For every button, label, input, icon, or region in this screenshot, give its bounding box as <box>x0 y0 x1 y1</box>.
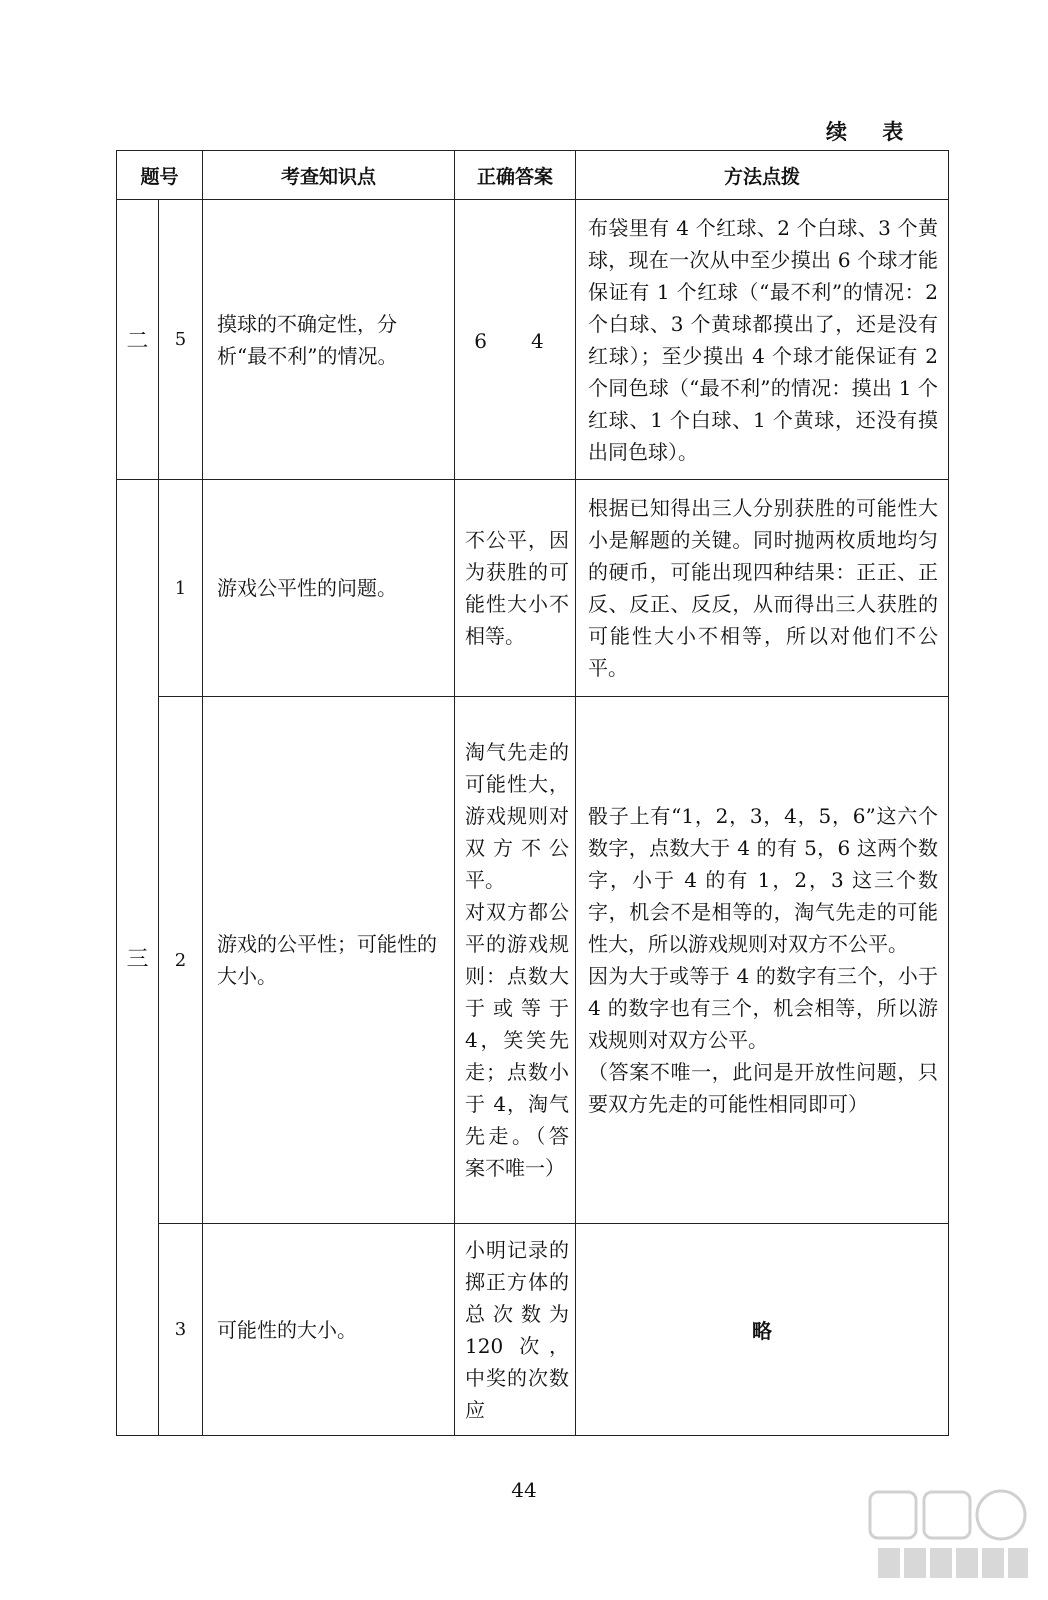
header-method-tips: 方法点拨 <box>576 151 949 200</box>
knowledge-cell: 游戏的公平性；可能性的大小。 <box>203 697 455 1224</box>
method-cell: 布袋里有 4 个红球、2 个白球、3 个黄球，现在一次从中至少摸出 6 个球才能保证有 1 个红球（“最不利”的情况：2 个白球、3 个黄球都摸出了，还是没有红球）；至少摸出 4 个球才能保证有 2 个同色球（“最不利”的情况：摸出 1 个红球、1 个白球、1 个黄球，还没有摸出同色球）。 <box>576 200 949 480</box>
question-number-cell: 1 <box>159 480 203 697</box>
table-row <box>117 480 949 697</box>
answer-cell: 不公平，因为获胜的可能性大小不相等。 <box>455 480 576 697</box>
continued-label: 续 表 <box>826 120 918 144</box>
table-row <box>117 1224 949 1436</box>
table-header-row <box>117 151 949 200</box>
method-cell: 略 <box>576 1224 949 1436</box>
table-row <box>117 697 949 1224</box>
question-number-cell: 3 <box>159 1224 203 1436</box>
question-number-cell: 5 <box>159 200 203 480</box>
answer-table <box>116 150 949 1436</box>
method-cell: 根据已知得出三人分别获胜的可能性大小是解题的关键。同时抛两枚质地均匀的硬币，可能出现四种结果：正正、正反、反正、反反，从而得出三人获胜的可能性大小不相等，所以对他们不公平。 <box>576 480 949 697</box>
answer-cell: 淘气先走的可能性大，游戏规则对双方不公平。 对双方都公平的游戏规则：点数大于或等于 4，笑笑先走；点数小于 4，淘气先走。（答案不唯一） <box>455 697 576 1224</box>
section-cell: 二 <box>117 200 159 480</box>
header-question-number: 题号 <box>117 151 203 200</box>
header-correct-answer: 正确答案 <box>455 151 576 200</box>
method-cell: 骰子上有“1，2，3，4，5，6”这六个数字，点数大于 4 的有 5，6 这两个数字，小于 4 的有 1，2，3 这三个数字，机会不是相等的，淘气先走的可能性大，所以游戏规则对双方不公平。 因为大于或等于 4 的数字有三个，小于 4 的数字也有三个，机会相等，所以游戏规则对双方公平。 （答案不唯一，此问是开放性问题，只要双方先走的可能性相同即可） <box>576 697 949 1224</box>
page-number: 44 <box>511 1478 537 1502</box>
question-number-cell: 2 <box>159 697 203 1224</box>
watermark-logo <box>864 1486 1034 1590</box>
table-row <box>117 200 949 480</box>
answer-cell: 6 4 <box>455 200 576 480</box>
answer-cell: 小明记录的掷正方体的总次数为 120 次，中奖的次数应 <box>455 1224 576 1436</box>
knowledge-cell: 游戏公平性的问题。 <box>203 480 455 697</box>
section-cell: 三 <box>117 480 159 1436</box>
knowledge-cell: 摸球的不确定性，分析“最不利”的情况。 <box>203 200 455 480</box>
knowledge-cell: 可能性的大小。 <box>203 1224 455 1436</box>
header-knowledge-point: 考查知识点 <box>203 151 455 200</box>
